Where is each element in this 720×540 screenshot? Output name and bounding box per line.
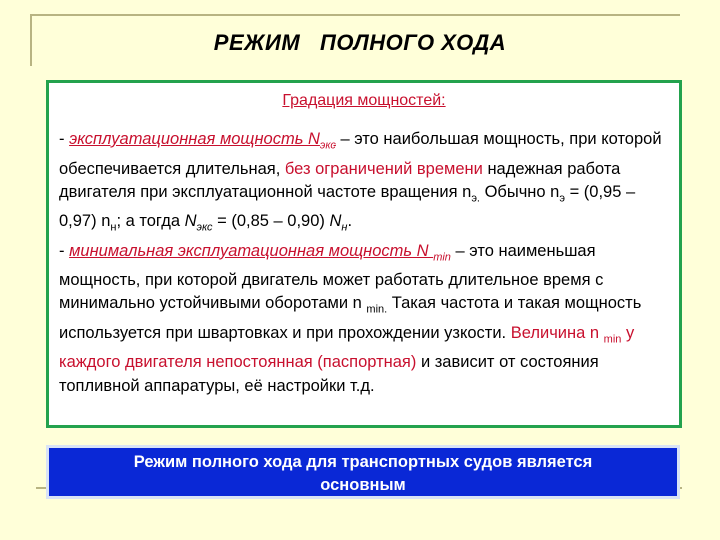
- p1-term: эксплуатационная мощность $N_{экс}$: [69, 130, 336, 152]
- p1-text-6: = (0,85 – 0,90): [212, 212, 330, 231]
- p1-sub-n: н: [110, 221, 117, 234]
- p2-text-3: и зависит от состояния топливной аппаратуры, её настройки т.д.: [59, 353, 599, 395]
- p1-dash: -: [59, 130, 70, 148]
- p1-text-1: – это наибольшая мощность, при которой обеспечивается длительная,: [59, 130, 662, 178]
- p1-text-2: надежная работа двигателя при эксплуатационной частоте вращения n: [59, 159, 621, 201]
- top-decor-line: [30, 14, 680, 16]
- p1-n-italic-2: N: [329, 212, 342, 231]
- p2-dash: -: [59, 241, 70, 260]
- p2-text-2: Такая частота и такая мощность используется при швартовках и при прохождении узкости.: [59, 294, 642, 342]
- p2-text-1: – это наименьшая мощность, при которой двигатель может работать длительное время с минимально устойчивыми оборотами n: [59, 241, 604, 313]
- p1-red-1: без ограничений времени: [284, 159, 483, 178]
- content-box: [46, 80, 682, 428]
- p1-sub-e2: э: [559, 192, 565, 204]
- banner-line-2: основным: [320, 476, 406, 494]
- p2-term: минимальная эксплуатационная мощность N $_{min}$: [69, 241, 451, 263]
- p2-red-1: Величина n: [510, 323, 604, 342]
- section-subtitle: Градация мощностей:: [282, 92, 446, 109]
- p1-text-5: ; а тогда: [116, 212, 185, 231]
- p1-n-italic: N: [184, 212, 197, 231]
- p1-text-7: .: [347, 212, 353, 231]
- conclusion-banner: [46, 445, 680, 499]
- p2-sub-min: min.: [366, 303, 388, 316]
- body-text: [59, 128, 669, 398]
- p1-text-4: = (0,95 – 0,97) n: [59, 182, 636, 231]
- p2-red-sub: min: [603, 333, 622, 346]
- p1-sub-eks: экс: [196, 221, 213, 234]
- banner-line-1: Режим полного хода для транспортных судов является: [133, 453, 593, 471]
- p2-red-2: у каждого двигателя непостоянная (паспортная): [59, 323, 635, 372]
- p1-sub-n2: н: [341, 221, 348, 234]
- page-title: РЕЖИМ ПОЛНОГО ХОДА: [213, 30, 507, 55]
- p1-sub-e1: э.: [471, 192, 480, 204]
- p1-text-3: Обычно n: [479, 182, 560, 201]
